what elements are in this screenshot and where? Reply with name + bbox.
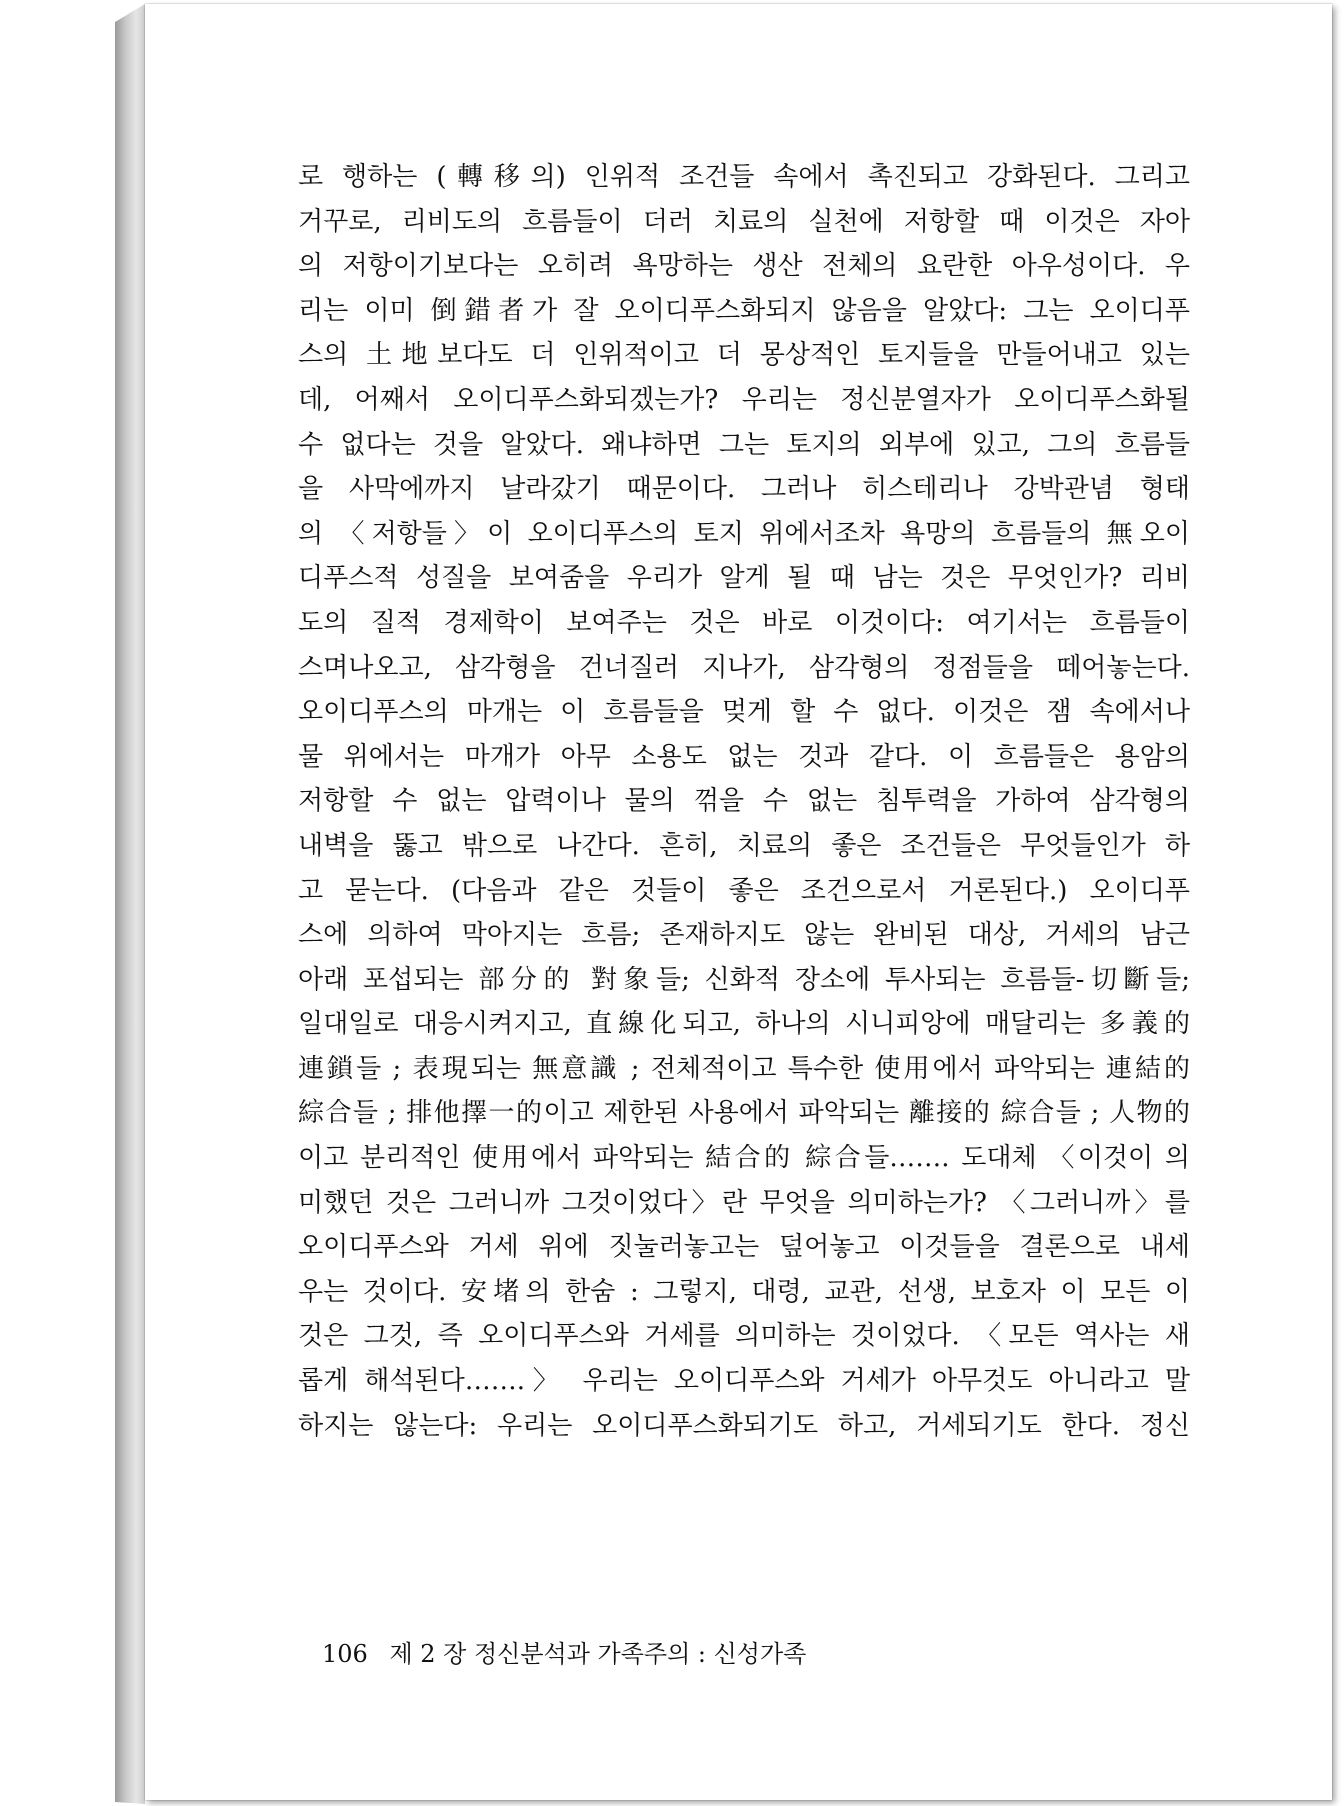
- running-head: 제 2 장 정신분석과 가족주의 : 신성가족: [389, 1640, 807, 1668]
- text-line: 連鎖들 ; 表現되는 無意識 ; 전체적이고 특수한 使用에서 파악되는 連結的: [298, 1053, 1190, 1084]
- text-line: 우는 것이다. 安堵의 한숨 : 그렇지, 대령, 교관, 선생, 보호자 이 모든 이: [298, 1276, 1190, 1307]
- text-line: 거꾸로, 리비도의 흐름들이 더러 치료의 실천에 저항할 때 이것은 자아: [298, 206, 1190, 237]
- body-text: [298, 155, 1190, 1448]
- text-line: 디푸스적 성질을 보여줌을 우리가 알게 될 때 남는 것은 무엇인가? 리비: [298, 563, 1190, 594]
- text-line: 것은 그것, 즉 오이디푸스와 거세를 의미하는 것이었다. 〈모든 역사는 새: [298, 1321, 1190, 1352]
- text-line: 의 저항이기보다는 오히려 욕망하는 생산 전체의 요란한 아우성이다. 우: [298, 251, 1190, 282]
- text-line: 이고 분리적인 使用에서 파악되는 結合的 綜合들……. 도대체 〈이것이 의: [298, 1143, 1190, 1174]
- text-line: 스에 의하여 막아지는 흐름; 존재하지도 않는 완비된 대상, 거세의 남근: [298, 920, 1190, 951]
- book-spine-edge: [115, 4, 145, 1804]
- text-line: 의 〈저항들〉이 오이디푸스의 토지 위에서조차 욕망의 흐름들의 無오이: [298, 518, 1190, 549]
- text-line: 고 묻는다. (다음과 같은 것들이 좋은 조건으로서 거론된다.) 오이디푸: [298, 875, 1190, 906]
- text-line: 수 없다는 것을 알았다. 왜냐하면 그는 토지의 외부에 있고, 그의 흐름들: [298, 429, 1190, 460]
- text-line: 저항할 수 없는 압력이나 물의 꺾을 수 없는 침투력을 가하여 삼각형의: [298, 786, 1190, 817]
- text-line: 오이디푸스의 마개는 이 흐름들을 멎게 할 수 없다. 이것은 잼 속에서나: [298, 697, 1190, 728]
- text-line: 스며나오고, 삼각형을 건너질러 지나가, 삼각형의 정점들을 떼어놓는다.: [298, 652, 1190, 683]
- text-line: 물 위에서는 마개가 아무 소용도 없는 것과 같다. 이 흐름들은 용암의: [298, 741, 1190, 772]
- text-line: 미했던 것은 그러니까 그것이었다〉란 무엇을 의미하는가? 〈그러니까〉를: [298, 1187, 1190, 1218]
- text-line: 아래 포섭되는 部分的 對象들; 신화적 장소에 투사되는 흐름들-切斷들;: [298, 964, 1190, 995]
- text-line: 스의 土地보다도 더 인위적이고 더 몽상적인 토지들을 만들어내고 있는: [298, 340, 1190, 371]
- text-line: 오이디푸스와 거세 위에 짓눌러놓고는 덮어놓고 이것들을 결론으로 내세: [298, 1232, 1190, 1263]
- text-line: 도의 질적 경제학이 보여주는 것은 바로 이것이다: 여기서는 흐름들이: [298, 607, 1190, 638]
- text-line: 롭게 해석된다…….〉 우리는 오이디푸스와 거세가 아무것도 아니라고 말: [298, 1366, 1190, 1397]
- text-line: 을 사막에까지 날라갔기 때문이다. 그러나 히스테리나 강박관념 형태: [298, 474, 1190, 505]
- text-line: 내벽을 뚫고 밖으로 나간다. 흔히, 치료의 좋은 조건들은 무엇들인가 하: [298, 830, 1190, 861]
- text-line: 하지는 않는다: 우리는 오이디푸스화되기도 하고, 거세되기도 한다. 정신: [298, 1410, 1190, 1441]
- text-line: 綜合들 ; 排他擇一的이고 제한된 사용에서 파악되는 離接的 綜合들 ; 人物的: [298, 1098, 1190, 1129]
- page-footer: [322, 1634, 806, 1669]
- text-line: 로 행하는 (轉移의) 인위적 조건들 속에서 촉진되고 강화된다. 그리고: [298, 162, 1190, 192]
- text-line: 일대일로 대응시켜지고, 直線化되고, 하나의 시니피앙에 매달리는 多義的: [298, 1009, 1190, 1040]
- page-number: 106: [322, 1640, 368, 1668]
- text-line: 리는 이미 倒錯者가 잘 오이디푸스화되지 않음을 알았다: 그는 오이디푸: [298, 295, 1190, 326]
- text-line: 데, 어째서 오이디푸스화되겠는가? 우리는 정신분열자가 오이디푸스화될: [298, 384, 1190, 415]
